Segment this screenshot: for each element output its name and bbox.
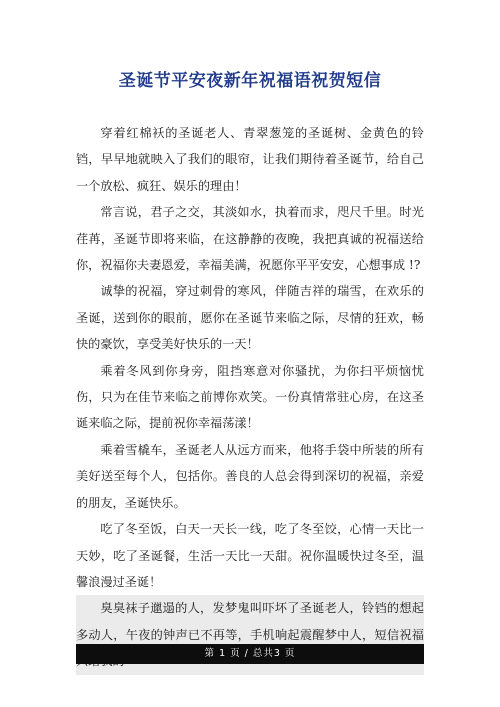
document-body — [76, 120, 424, 675]
page-footer: 第 1 页 / 总共3 页 — [76, 644, 424, 664]
paragraph: 穿着红棉袄的圣诞老人、青翠葱笼的圣诞树、金黄色的铃铛，早早地就映入了我们的眼帘，让我们期待着圣诞节，给自己一个放松、疯狂、娱乐的理由！ — [76, 126, 424, 193]
document-title: 圣诞节平安夜新年祝福语祝贺短信 — [118, 71, 382, 91]
paragraph: 乘着雪橇车，圣诞老人从远方而来，他将手袋中所装的所有美好送至每个人，包括你。善良的人总会得到深切的祝福，亲爱的朋友，圣诞快乐。 — [76, 442, 424, 510]
paragraph: 吃了冬至饭，白天一天长一线，吃了冬至饺，心情一天比一天妙，吃了圣诞餐，生活一天比一天甜。祝你温暖快过冬至，温馨浪漫过圣诞！ — [76, 522, 424, 589]
paragraph-highlighted: 臭臭袜子邋遢的人，发梦鬼叫吓坏了圣诞老人，铃铛的想起多动人，午夜的钟声已不再等，手机响起震醒梦中人，短信祝福 — [76, 595, 424, 674]
paragraph: 诚挚的祝福，穿过刺骨的寒风，伴随吉祥的瑞雪，在欢乐的圣诞，送到你的眼前，愿你在圣诞节来临之际，尽情的狂欢，畅快的豪饮，享受美好快乐的一天！ — [76, 284, 424, 352]
paragraph: 乘着冬风到你身旁，阻挡寒意对你骚扰，为你扫平烦恼忧伤，只为在佳节来临之前博你欢笑。一份真情常驻心房，在这圣诞来临之际，提前祝你幸福荡漾！ — [76, 363, 424, 431]
paragraph: 常言说，君子之交，其淡如水，执着而求，咫尺千里。时光荏苒，圣诞节即将来临，在这静静的夜晚，我把真诚的祝福送给你，祝福你夫妻恩爱，幸福美满，祝愿你平平安安，心想事成 !? — [76, 205, 424, 273]
